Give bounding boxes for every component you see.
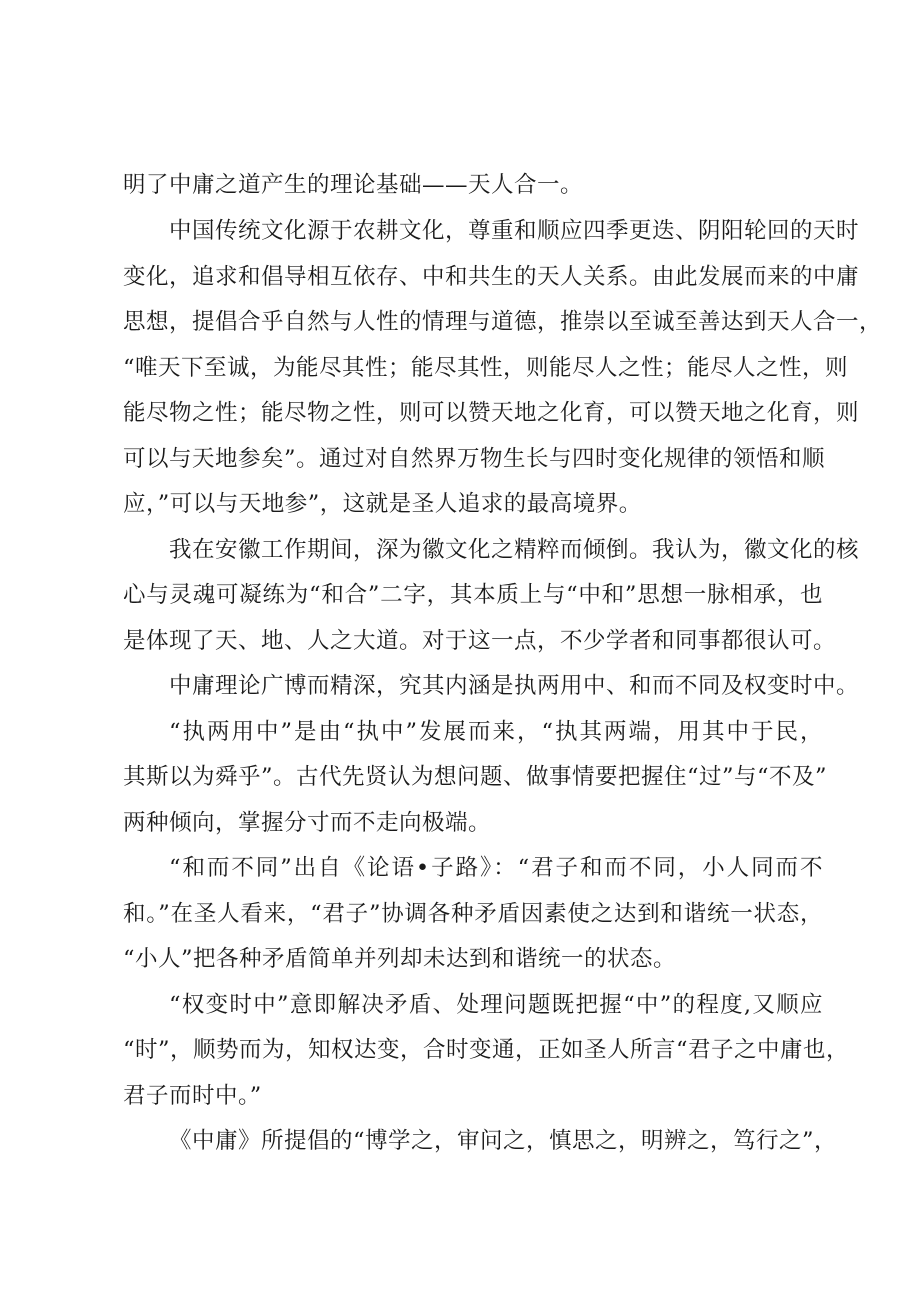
paragraph-first-line: 中国传统文化源于农耕文化，尊重和顺应四季更迭、阴阳轮回的天时	[169, 218, 860, 244]
text-line: 可以与天地参矣”。通过对自然界万物生长与四时变化规律的领悟和顺	[123, 446, 826, 472]
text-line: 能尽物之性；能尽物之性，则可以赞天地之化育，可以赞天地之化育，则	[123, 400, 860, 426]
paragraph-first-line: 中庸理论广博而精深，究其内涵是执两用中、和而不同及权变时中。	[169, 673, 860, 699]
text-line: “时”，顺势而为，知权达变，合时变通，正如圣人所言“君子之中庸也，	[123, 1037, 850, 1063]
text-line: 两种倾向，掌握分寸而不走向极端。	[123, 810, 492, 836]
text-line: 思想，提倡合乎自然与人性的情理与道德，推崇以至诚至善达到天人合一，	[123, 309, 883, 335]
text-line: 明了中庸之道产生的理论基础——天人合一。	[123, 172, 584, 198]
text-line: 变化，追求和倡导相互依存、中和共生的天人关系。由此发展而来的中庸	[123, 264, 860, 290]
paragraph-first-line: 《中庸》所提倡的“博学之，审问之，慎思之，明辨之，笃行之”，	[169, 1128, 838, 1154]
text-line: 心与灵魂可凝练为“和合”二字，其本质上与“中和”思想一脉相承，也	[123, 582, 823, 608]
text-line: 应，”可以与天地参”，这就是圣人追求的最高境界。	[123, 491, 642, 517]
text-line: “唯天下至诚，为能尽其性；能尽其性，则能尽人之性；能尽人之性，则	[123, 355, 849, 381]
text-line: “小人”把各种矛盾简单并列却未达到和谐统一的状态。	[123, 946, 677, 972]
paragraph-first-line: “和而不同”出自《论语•子路》：“君子和而不同，小人同而不	[169, 855, 823, 881]
text-line: 其斯以为舜乎”。古代先贤认为想问题、做事情要把握住“过”与“不及”	[123, 764, 828, 790]
text-line: 和。”在圣人看来，“君子”协调各种矛盾因素使之达到和谐统一状态，	[123, 901, 823, 927]
paragraph-first-line: “权变时中”意即解决矛盾、处理问题既把握“中”的程度,又顺应	[169, 992, 823, 1018]
paragraph-first-line: 我在安徽工作期间，深为徽文化之精粹而倾倒。我认为，徽文化的核	[169, 537, 860, 563]
text-line: 是体现了天、地、人之大道。对于这一点，不少学者和同事都很认可。	[123, 628, 837, 654]
paragraph-first-line: “执两用中”是由“执中”发展而来，“执其两端，用其中于民，	[169, 719, 823, 745]
text-line: 君子而时中。”	[123, 1083, 262, 1109]
